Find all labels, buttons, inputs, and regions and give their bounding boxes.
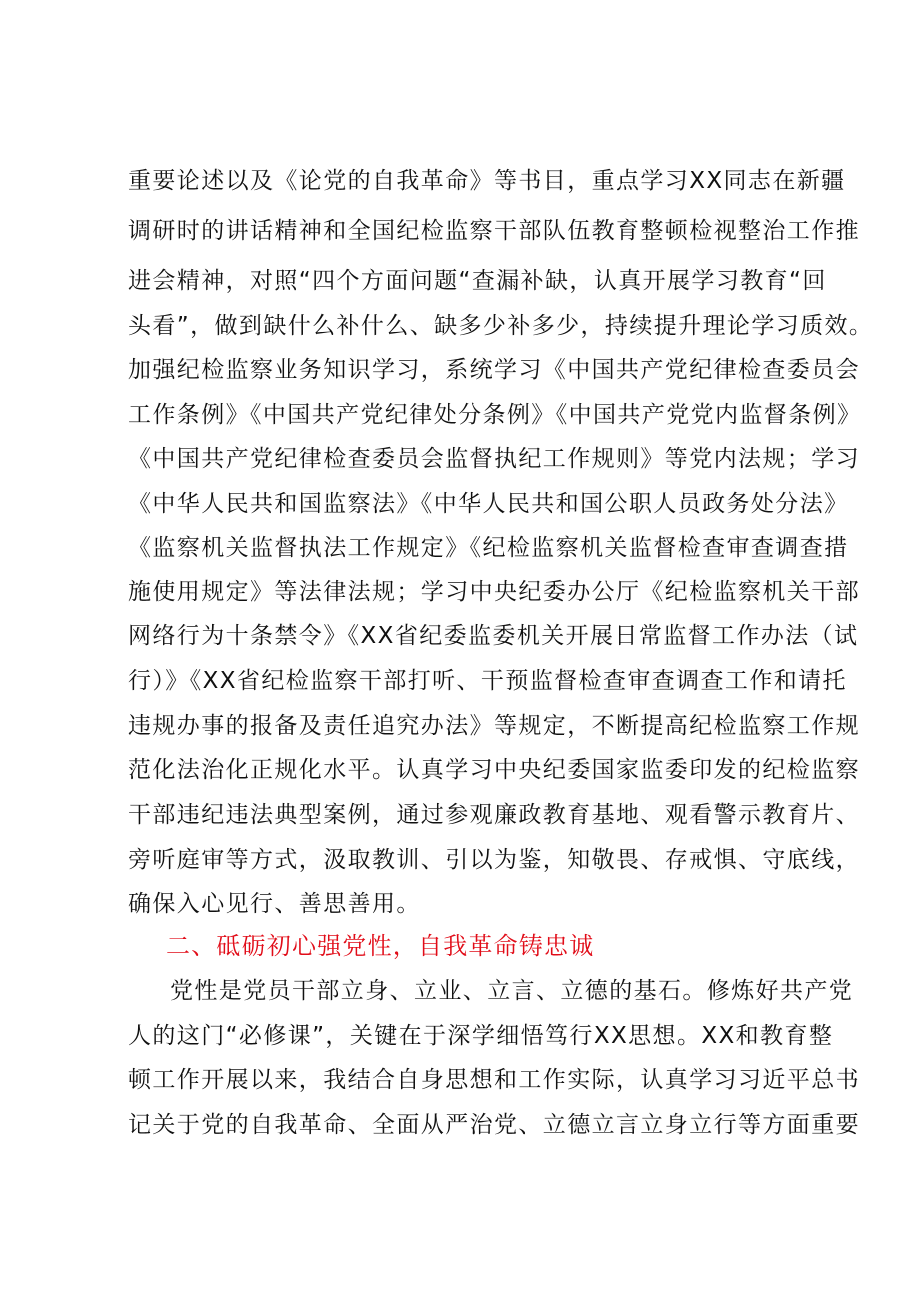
body-text-line: 《中华人民共和国监察法》《中华人民共和国公职人员政务处分法》 [128,491,849,517]
body-text-line: 《监察机关监督执法工作规定》《纪检监察机关监督检查审查调查措 [128,535,849,561]
body-text-line: 记关于党的自我革命、全面从严治党、立德立言立身立行等方面重要 [128,1112,860,1138]
body-text-line: 网络行为十条禁令》《XX省纪委监委机关开展日常监督工作办法（试 [128,623,859,649]
body-text-line: 旁听庭审等方式，汲取教训、引以为鉴，知敬畏、存戒惧、守底线， [128,847,860,873]
body-text-line: 施使用规定》等法律法规；学习中央纪委办公厅《纪检监察机关干部 [128,579,860,605]
body-text-line: 人的这门“必修课”，关键在于深学细悟笃行XX思想。XX和教育整 [128,1023,834,1049]
body-text-line: 《中国共产党纪律检查委员会监督执纪工作规则》等党内法规；学习 [128,446,860,472]
body-text-line: 重要论述以及《论党的自我革命》等书目，重点学习XX同志在新疆 [128,168,846,194]
body-text-line: 范化法治化正规化水平。认真学习中央纪委国家监委印发的纪检监察 [128,757,860,783]
body-text-line: 进会精神，对照“四个方面问题“查漏补缺，认真开展学习教育“回 [128,268,827,294]
body-text-line: 顿工作开展以来，我结合自身思想和工作实际，认真学习习近平总书 [128,1067,860,1093]
body-text-line: 头看”，做到缺什么补什么、缺多少补多少，持续提升理论学习质效。 [128,313,874,339]
body-text-line: 行）》《XX省纪检监察干部打听、干预监督检查审查调查工作和请托 [128,668,847,694]
section-heading: 二、砥砺初心强党性，自我革命铸忠诚 [166,932,595,960]
paragraph-first-line: 党性是党员干部立身、立业、立言、立德的基石。修炼好共产党 [170,978,854,1004]
body-text-line: 违规办事的报备及责任追究办法》等规定，不断提高纪检监察工作规 [128,713,860,739]
body-text-line: 确保入心见行、善思善用。 [128,891,421,917]
body-text-line: 干部违纪违法典型案例，通过参观廉政教育基地、观看警示教育片、 [128,802,860,828]
body-text-line: 工作条例》《中国共产党纪律处分条例》《中国共产党党内监督条例》 [128,402,862,428]
body-text-line: 调研时的讲话精神和全国纪检监察干部队伍教育整顿检视整治工作推 [128,218,860,244]
body-text-line: 加强纪检监察业务知识学习，系统学习《中国共产党纪律检查委员会 [128,357,860,383]
